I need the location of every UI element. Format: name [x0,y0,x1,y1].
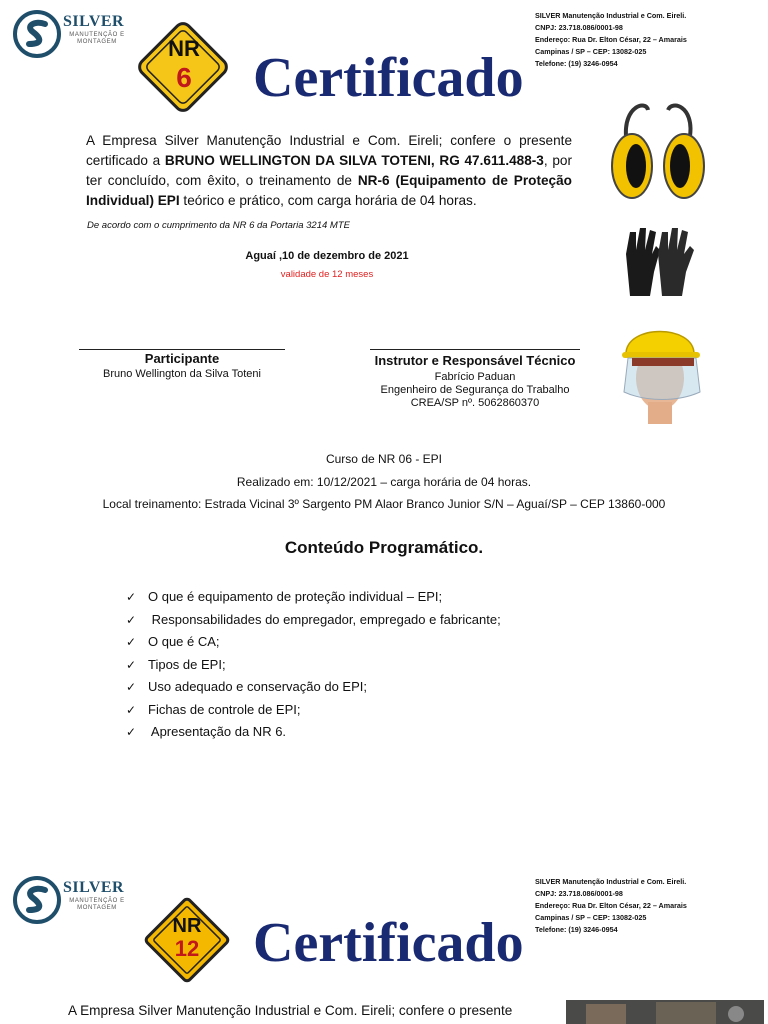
company-logo-2 [13,876,133,924]
company-info-line: Endereço: Rua Dr. Elton César, 22 – Amarais [535,35,687,44]
nr12-sign [140,893,234,987]
participant-block [79,351,285,381]
earmuffs-icon [606,96,710,206]
company-info-2 [535,876,720,936]
list-item-text: Apresentação da NR 6. [148,724,287,739]
instructor-title: Engenheiro de Segurança do Trabalho [380,384,570,396]
statement-text: A Empresa Silver Manutenção Industrial e Com. Eireli; confere o presente certificado a [86,133,572,168]
list-item [126,702,501,725]
participant-name: Bruno Wellington da Silva Toteni [103,368,261,380]
company-info-line: Telefone: (19) 3246-0954 [535,925,618,934]
company-logo [13,10,133,58]
company-info-line: Endereço: Rua Dr. Elton César, 22 – Amarais [535,901,687,910]
logo-wordmark: SILVER [63,13,125,30]
list-item [126,657,501,680]
check-icon: ✓ [126,612,137,627]
check-icon: ✓ [126,590,137,604]
nr6-sign-label: NR [168,36,200,61]
list-item-text: O que é equipamento de proteção individual – EPI; [148,589,443,604]
content-list [126,589,501,747]
course-info-location: Local treinamento: Estrada Vicinal 3º Sargento PM Alaor Branco Junior S/N – Aguaí/SP – CEP 13860-000 [102,497,666,511]
list-item-text: Responsabilidades do empregador, empregado e fabricante; [148,611,501,627]
issue-date: Aguaí ,10 de dezembro de 2021 [245,250,409,262]
gloves-image [620,224,698,298]
instructor-signature-line [370,349,580,350]
participant-name-rg: BRUNO WELLINGTON DA SILVA TOTENI, RG 47.611.488-3 [164,153,544,168]
instructor-name: Fabrício Paduan [434,371,516,383]
silver-logo-icon [13,10,61,58]
certificate-title: Certificado [253,47,524,109]
nr6-sign [132,14,236,122]
nr12-sign-label: NR [172,915,202,937]
company-info [535,10,720,70]
list-item-text: O que é CA; [148,634,220,649]
check-icon: ✓ [126,657,137,672]
list-item-text: Uso adequado e conservação do EPI; [148,679,367,694]
instructor-crea: CREA/SP nº. 5062860370 [410,397,540,409]
company-info-line: Telefone: (19) 3246-0954 [535,59,618,68]
participant-signature-line [79,349,285,350]
company-info-line: SILVER Manutenção Industrial e Com. Eireli. [535,877,687,886]
company-info-line: SILVER Manutenção Industrial e Com. Eireli. [535,11,687,20]
instructor-label: Instrutor e Responsável Técnico [374,353,576,368]
course-info-date: Realizado em: 10/12/2021 – carga horária de 04 horas. [236,475,532,489]
list-item [126,634,501,657]
earmuffs-image [606,96,710,206]
check-icon: ✓ [126,680,137,694]
company-info-line: Campinas / SP – CEP: 13082-025 [535,47,647,56]
certificate-title-2: Certificado [253,912,524,974]
helmet-face-shield-image [618,318,704,424]
course-name: NR-6 (Equipamento de Proteção Individual) EPI [86,173,572,208]
list-item-text: Tipos de EPI; [148,656,226,672]
certificate-statement-2: A Empresa Silver Manutenção Industrial e Com. Eireli; confere o presente [68,1003,513,1018]
nr12-sign-number: 12 [174,936,200,961]
check-icon: ✓ [126,725,137,739]
validity-note: validade de 12 meses [280,269,374,280]
certificate-statement [86,131,572,211]
logo-wordmark: SILVER [63,879,125,896]
instructor-block [355,353,595,410]
nr6-sign-number: 6 [176,62,192,93]
list-item [126,612,501,635]
list-item-text: Fichas de controle de EPI; [148,701,301,717]
company-info-line: CNPJ: 23.718.086/0001-98 [535,23,623,32]
statement-text: , por ter concluído, com êxito, o treinamento de [86,153,572,188]
machinery-icon [566,1000,764,1024]
silver-logo-icon [13,876,61,924]
gloves-icon [620,224,698,298]
course-info-title: Curso de NR 06 - EPI [325,452,443,466]
logo-subtitle: MANUTENÇÃO E MONTAGEM [69,32,125,45]
compliance-note: De acordo com o cumprimento da NR 6 da Portaria 3214 MTE [87,220,350,231]
list-item [126,679,501,702]
check-icon: ✓ [126,635,137,649]
list-item [126,724,501,747]
check-icon: ✓ [126,702,137,717]
content-heading: Conteúdo Programático. [284,538,484,557]
company-info-line: Campinas / SP – CEP: 13082-025 [535,913,647,922]
machinery-image [566,1000,764,1024]
participant-label: Participante [144,351,220,366]
list-item [126,589,501,612]
safety-helmet-icon [618,318,704,424]
statement-text: teórico e prático, com carga horária de 04 horas. [179,193,477,208]
company-info-line: CNPJ: 23.718.086/0001-98 [535,889,623,898]
logo-subtitle: MANUTENÇÃO E MONTAGEM [69,898,125,911]
